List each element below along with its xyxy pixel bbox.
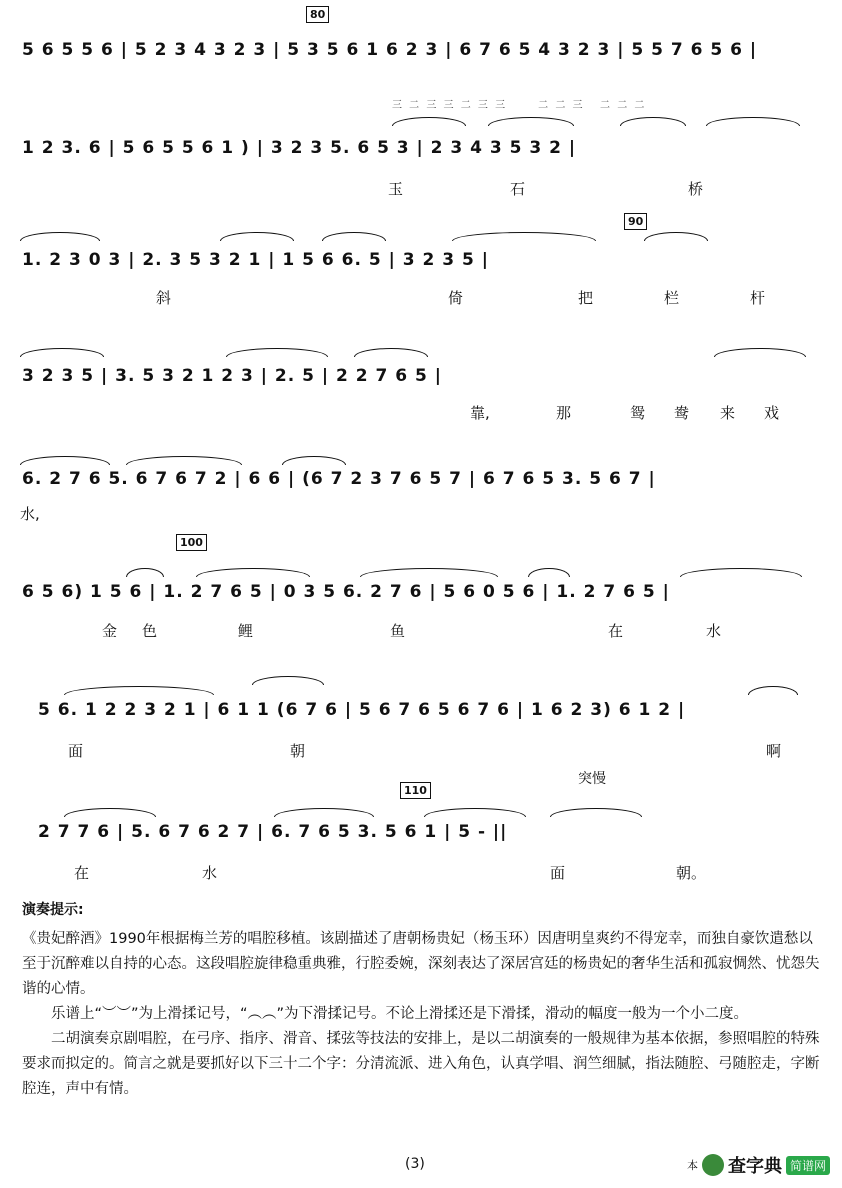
row-2-notes: 1 2 3. 6 | 5 6 5 5 6 1 ) | 3 2 3 5. 6 5 3 | 2 3 4 3 5 3 2 | [22,138,577,158]
lyric: 金 [102,622,118,640]
rehearsal-mark-110: 110 [400,782,431,799]
lyric: 斜 [156,289,172,307]
notes-paragraph: 二胡演奏京剧唱腔，在弓序、指序、滑音、揉弦等技法的安排上，是以二胡演奏的一般规律为基本依据，参照唱腔的特殊要求而拟定的。简言之就是要抓好以下三十二个字：分清流派、进入角色，认真学唱、润竺细腻，指法随腔、弓随腔走，字断腔连，声中有情。 [22,1031,820,1097]
lyric: 栏 [664,289,680,307]
slur [20,456,110,465]
slur [748,686,798,695]
slur [488,117,574,126]
lyric: 戏 [764,404,780,422]
slur [126,456,242,465]
rehearsal-mark-80: 80 [306,6,329,23]
lyric: 玉 [388,180,404,198]
row-7-notes: 5 6. 1 2 2 3 2 1 | 6 1 1 (6 7 6 | 5 6 7 6 5 6 7 6 | 1 6 2 3) 6 1 2 | [38,700,686,720]
slur [392,117,466,126]
lyric: 朝 [290,742,306,760]
slur [706,117,800,126]
lyric: 石 [510,180,526,198]
slur [274,808,374,817]
watermark-name: 查字典 [727,1156,782,1177]
lyric: 在 [74,864,90,882]
page-number: (3) [405,1156,425,1172]
lyric: 水 [202,864,218,882]
site-watermark[interactable] [687,1152,830,1178]
mascot-icon [702,1154,724,1176]
lyric: 鸯 [674,404,690,422]
slur [20,348,104,357]
row-5-notes: 6. 2 7 6 5. 6 7 6 7 2 | 6 6 | (6 7 2 3 7 6 5 7 | 6 7 6 5 3. 5 6 7 | [22,469,656,489]
slur [20,232,100,241]
slur [126,568,164,577]
lyric: 倚 [448,289,464,307]
row-3-notes: 1. 2 3 0 3 | 2. 3 5 3 2 1 | 1 5 6 6. 5 | 3 2 3 5 | [22,250,489,270]
lyric: 鱼 [390,622,406,640]
lyric: 水, [20,505,40,523]
fingering-row-2: 三 二 三 三 二 三 三 二 二 三 二 二 二 [392,100,647,111]
lyric: 面 [550,864,566,882]
lyric: 色 [142,622,158,640]
slur [64,686,214,695]
lyric: 面 [68,742,84,760]
slur [714,348,806,357]
slur [680,568,802,577]
slur [282,456,346,465]
slur [528,568,570,577]
row-1-notes: 5 6 5 5 6 | 5 2 3 4 3 2 3 | 5 3 5 6 1 6 2 3 | 6 7 6 5 4 3 2 3 | 5 5 7 6 5 6 | [22,40,758,60]
lyric: 那 [556,404,572,422]
slur [196,568,310,577]
lyric: 靠, [470,404,490,422]
lyric: 来 [720,404,736,422]
notes-title: 演奏提示: [22,902,84,918]
row-8-notes: 2 7 7 6 | 5. 6 7 6 2 7 | 6. 7 6 5 3. 5 6 1 | 5 - || [38,822,508,842]
lyric: 在 [608,622,624,640]
lyric: 啊 [766,742,782,760]
performance-notes [22,898,827,1102]
slur [226,348,328,357]
lyric: 桥 [688,180,704,198]
lyric: 鸳 [630,404,646,422]
slur [322,232,386,241]
lyric: 鲤 [238,622,254,640]
watermark-prefix: 本 [686,1159,698,1172]
slur [220,232,294,241]
slur [644,232,708,241]
slur [452,232,596,241]
slur [360,568,498,577]
slur [620,117,686,126]
notes-paragraph: 乐谱上“︶︶”为上滑揉记号，“︵︵”为下滑揉记号。不论上滑揉还是下滑揉，滑动的幅度一般为一个小二度。 [51,1006,749,1022]
lyric: 水 [706,622,722,640]
row-6-notes: 6 5 6) 1 5 6 | 1. 2 7 6 5 | 0 3 5 6. 2 7 6 | 5 6 0 5 6 | 1. 2 7 6 5 | [22,582,670,602]
tempo-marking: 突慢 [578,771,606,787]
slur [550,808,642,817]
rehearsal-mark-90: 90 [624,213,647,230]
rehearsal-mark-100: 100 [176,534,207,551]
notes-paragraph: 《贵妃醉酒》1990年根据梅兰芳的唱腔移植。该剧描述了唐朝杨贵妃（杨玉环）因唐明皇爽约不得宠幸，而独自豪饮遣愁以至于沉醉难以自持的心态。这段唱腔旋律稳重典雅，行腔委婉，深刻表达了深居宫廷的杨贵妃的奢华生活和孤寂惆然、忧怨失谐的心情。 [22,931,820,997]
slur [64,808,156,817]
lyric: 朝。 [676,864,707,882]
slur [252,676,324,685]
watermark-tag: 简谱网 [786,1156,830,1175]
slur [424,808,526,817]
lyric: 把 [578,289,594,307]
slur [354,348,428,357]
lyric: 杆 [750,289,766,307]
row-4-notes: 3 2 3 5 | 3. 5 3 2 1 2 3 | 2. 5 | 2 2 7 6 5 | [22,366,442,386]
